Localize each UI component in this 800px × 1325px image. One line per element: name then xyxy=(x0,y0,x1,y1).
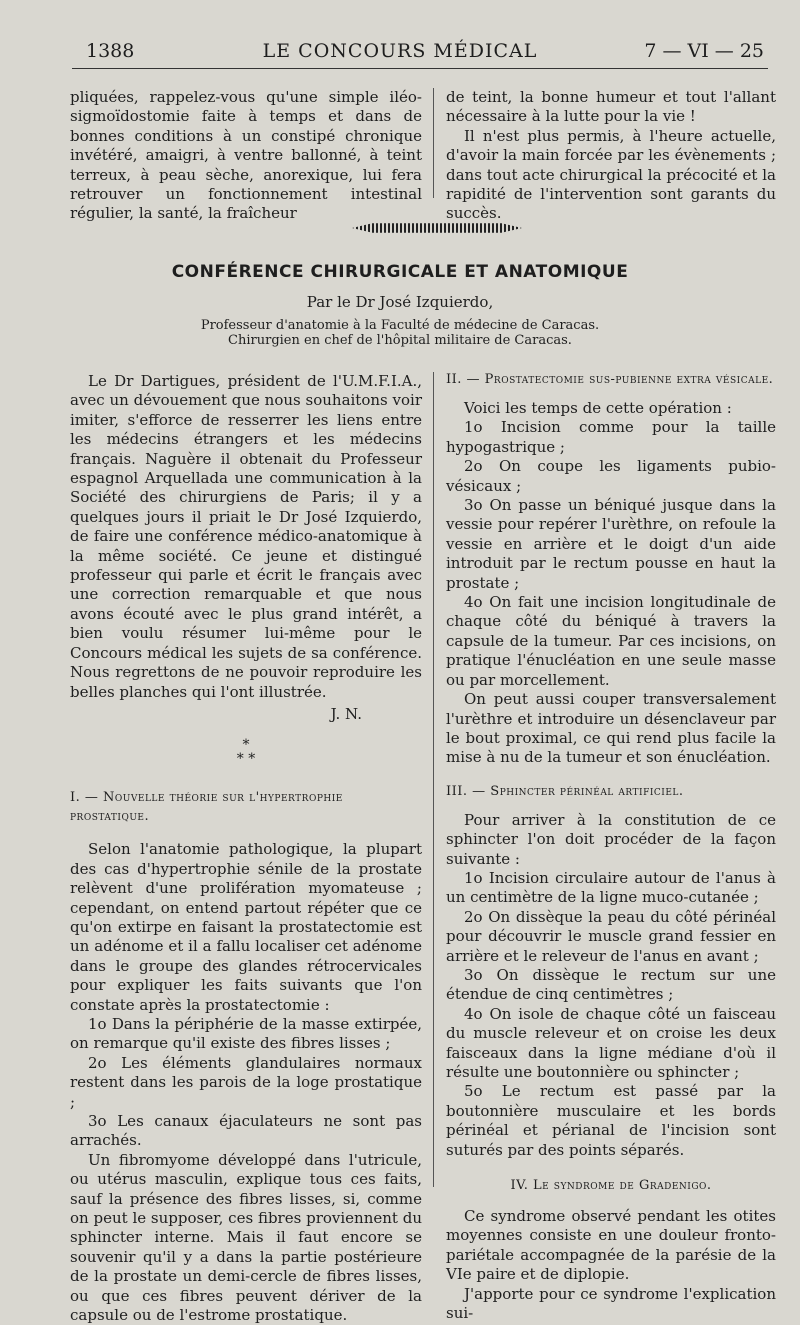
author-affiliation-1: Professeur d'anatomie à la Faculté de médecine de Caracas. xyxy=(200,318,600,333)
section-2-paragraph: On peut aussi couper transversalement l'urèthre et introduire un désenclaveur par le bout proximal, ce qui rend plus facile la mise à nu de la tumeur et son énucléation. xyxy=(446,690,776,767)
article-title: CONFÉRENCE CHIRURGICALE ET ANATOMIQUE xyxy=(171,262,629,282)
column-divider-main xyxy=(433,372,434,1187)
section-1-paragraph-2: Un fibromyome développé dans l'utricule, ou utérus masculin, explique tous ces faits, sauf la présence des fibres lisses, si, comme on peut le supposer, ces fibres proviennent du sphincter interne. Mais il faut encore se souvenir qu'il y a dans la partie postérieure de la prostate un demi-cercle de fibres lisses, ou que ces fibres peuvent dériver de la capsule ou de l'estrome prostatique. xyxy=(70,1150,422,1325)
section-2-item-4: 4o On fait une incision longitudinale de chaque côté du béniqué à travers la capsule de la tumeur. Par ces incisions, on pratique l'énucléation en une seule masse ou par morcellement. xyxy=(446,593,776,689)
editor-signature: J. N. xyxy=(330,704,362,723)
column-divider-top xyxy=(433,88,434,198)
section-1-paragraph: Selon l'anatomie pathologique, la plupart des cas d'hypertrophie sénile de la prostate relèvent d'une prolifération myomateuse ; cependant, on entend partout répéter que ce qu'on extirpe en faisant la prostatectomie est un adénome et il a fallu localiser cet adénome dans le groupe des glandes rétrocervicales pour expliquer les faits suivants que l'on constate après la prostatectomie : xyxy=(70,840,422,1014)
top-left-column xyxy=(70,88,422,224)
section-3-item-5: 5o Le rectum est passé par la boutonnière musculaire et les bords périnéal et périanal de l'incision sont suturés par des points séparés. xyxy=(446,1082,776,1159)
journal-title: LE CONCOURS MÉDICAL xyxy=(262,40,538,62)
section-2-item-3: 3o On passe un béniqué jusque dans la vessie pour repérer l'urèthre, on refoule la vessie en arrière et le doigt d'un aide introduit par le rectum pousse en haut la prostate ; xyxy=(446,496,776,592)
section-2-item-2: 2o On coupe les ligaments pubio-vésicaux ; xyxy=(446,457,776,495)
ornamental-separator xyxy=(352,222,522,234)
continued-paragraph-end: de teint, la bonne humeur et tout l'allant nécessaire à la lutte pour la vie ! xyxy=(446,88,776,126)
section-1-heading: I. — Nouvelle théorie sur l'hypertrophie prostatique. xyxy=(70,790,343,825)
section-3-heading: III. — Sphincter périnéal artificiel. xyxy=(446,783,684,799)
section-2-item-1: 1o Incision comme pour la taille hypogastrique ; xyxy=(446,418,776,456)
top-right-column xyxy=(446,88,776,224)
section-2-heading: II. — Prostatectomie sus-pubienne extra vésicale. xyxy=(446,372,774,387)
section-3-item-1: 1o Incision circulaire autour de l'anus à un centimètre de la ligne muco-cutanée ; xyxy=(446,868,776,907)
left-column xyxy=(70,372,422,1325)
section-3-item-2: 2o On dissèque la peau du côté périnéal pour découvrir le muscle grand fessier en arrière et le releveur de l'anus en avant ; xyxy=(446,907,776,965)
section-1-item-2: 2o Les éléments glandulaires normaux restent dans les parois de la loge prostatique ; xyxy=(70,1053,422,1111)
article-author: Par le Dr José Izquierdo, xyxy=(306,293,494,311)
section-3-intro: Pour arriver à la constitution de ce sphincter l'on doit procéder de la façon suivante : xyxy=(446,810,776,868)
section-1-item-1: 1o Dans la périphérie de la masse extirpée, on remarque qu'il existe des fibres lisses ; xyxy=(70,1014,422,1053)
conclusion-paragraph: Il n'est plus permis, à l'heure actuelle, d'avoir la main forcée par les évènements ; dans tout acte chirurgical la précocité et la rapidité de l'intervention sont garants du succès. xyxy=(446,126,776,223)
section-1-item-3: 3o Les canaux éjaculateurs ne sont pas arrachés. xyxy=(70,1112,422,1150)
header-rule xyxy=(72,68,768,69)
section-4-paragraph: Ce syndrome observé pendant les otites moyennes consiste en une douleur fronto-pariétale accompagnée de la parésie de la VIe paire et de diplopie. xyxy=(446,1207,776,1284)
issue-date: 7 — VI — 25 xyxy=(644,40,764,62)
running-header xyxy=(0,38,800,68)
author-affiliation-2: Chirurgien en chef de l'hôpital militaire de Caracas. xyxy=(228,333,572,348)
page-number: 1388 xyxy=(86,40,135,62)
section-3-item-4: 4o On isole de chaque côté un faisceau du muscle releveur et on croise les deux faisceaux dans la ligne médiane d'où il résulte une boutonnière ou sphincter ; xyxy=(446,1004,776,1081)
section-2-intro: Voici les temps de cette opération : xyxy=(464,399,732,417)
section-asterism: * * * xyxy=(236,737,256,768)
section-3-item-3: 3o On dissèque le rectum sur une étendue de cinq centimètres ; xyxy=(446,965,776,1004)
editor-intro: Le Dr Dartigues, président de l'U.M.F.I.A., avec un dévouement que nous souhaitons voir imiter, s'efforce de resserrer les liens entre les médecins étrangers et les médecins français. Naguère il obtenait du Professeur espagnol Arquellada une communication à la Société des chirurgiens de Paris; il y a quelques jours il priait le Dr José Izquierdo, de faire une conférence médico-anatomique à la même société. Ce jeune et distingué professeur qui parle et écrit le français avec une correction remarquable et que nous avons écouté avec le plus grand intérêt, a bien voulu résumer lui-même pour le Concours médical les sujets de sa conférence. Nous regrettons de ne pouvoir reproduire les belles planches qui l'ont illustrée. xyxy=(70,372,422,701)
continued-paragraph: pliquées, rappelez-vous qu'une simple iléo-sigmoïdostomie faite à temps et dans de bonnes conditions à un constipé chronique invétéré, amaigri, à ventre ballonné, à teint terreux, à peau sèche, anorexique, lui fera retrouver un fonctionnement intestinal régulier, la santé, la fraîcheur xyxy=(70,88,422,223)
section-4-paragraph-2: J'apporte pour ce syndrome l'explication sui- xyxy=(446,1284,776,1323)
right-column xyxy=(446,370,776,1323)
section-4-heading: IV. Le syndrome de Gradenigo. xyxy=(510,1178,712,1194)
